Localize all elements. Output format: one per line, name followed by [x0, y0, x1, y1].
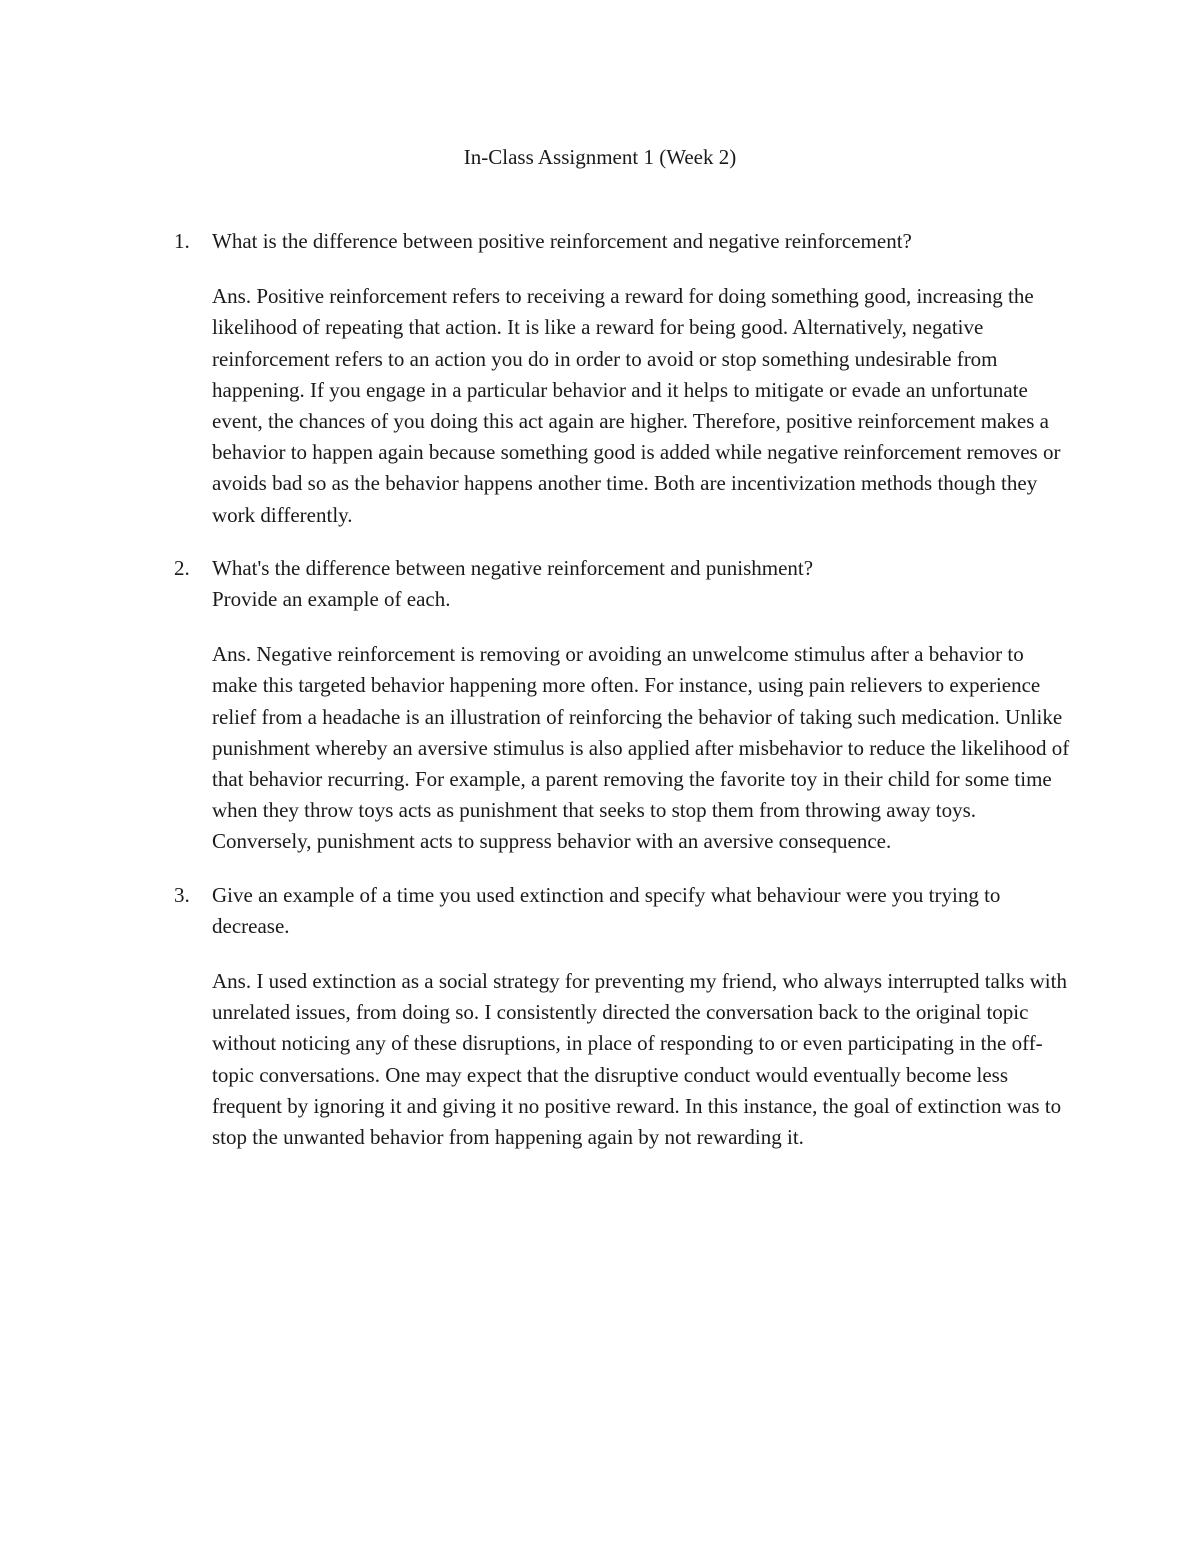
document-title: In-Class Assignment 1 (Week 2) [463, 145, 737, 169]
question-item-3 [174, 880, 1074, 1154]
answer-text: Ans. Negative reinforcement is removing or avoiding an unwelcome stimulus after a behavior to make this targeted behavior happening more often. For instance, using pain relievers to experience relief from a headache is an illustration of reinforcing the behavior of taking such medication. Unlike punishment whereby an aversive stimulus is also applied after misbehavior to reduce the likelihood of that behavior recurring. For example, a parent removing the favorite toy in their child for some time when they throw toys acts as punishment that seeks to stop them from throwing away toys. Conversely, punishment acts to suppress behavior with an aversive consequence. [212, 642, 1070, 854]
question-text [212, 553, 1074, 615]
question-line: Give an example of a time you used extinction and specify what behaviour were you trying to decrease. [212, 882, 1001, 938]
question-line: What's the difference between negative reinforcement and punishment? [212, 555, 814, 580]
answer-text: Ans. Positive reinforcement refers to receiving a reward for doing something good, increasing the likelihood of repeating that action. It is like a reward for being good. Alternatively, negative reinforcement refers to an action you do in order to avoid or stop something undesirable from happening. If you engage in a particular behavior and it helps to mitigate or evade an unfortunate event, the chances of you doing this act again are higher. Therefore, positive reinforcement makes a behavior to happen again because something good is added while negative reinforcement removes or avoids bad so as the behavior happens another time. Both are incentivization methods though they work differently. [212, 284, 1061, 527]
question-text [212, 226, 1074, 257]
question-number: 3. [174, 882, 190, 907]
question-number: 2. [174, 555, 190, 580]
question-list [174, 226, 1074, 1175]
question-line: Provide an example of each. [212, 587, 451, 612]
answer-text: Ans. I used extinction as a social strategy for preventing my friend, who always interrupted talks with unrelated issues, from doing so. I consistently directed the conversation back to the original topic without noticing any of these disruptions, in place of responding to or even participating in the off-topic conversations. One may expect that the disruptive conduct would eventually become less frequent by ignoring it and giving it no positive reward. In this instance, the goal of extinction was to stop the unwanted behavior from happening again by not rewarding it. [212, 969, 1067, 1150]
question-item-2 [174, 553, 1074, 858]
question-text [212, 880, 1074, 942]
question-number: 1. [174, 229, 190, 253]
question-item-1 [174, 226, 1074, 531]
question-line: What is the difference between positive reinforcement and negative reinforcement? [212, 229, 912, 253]
